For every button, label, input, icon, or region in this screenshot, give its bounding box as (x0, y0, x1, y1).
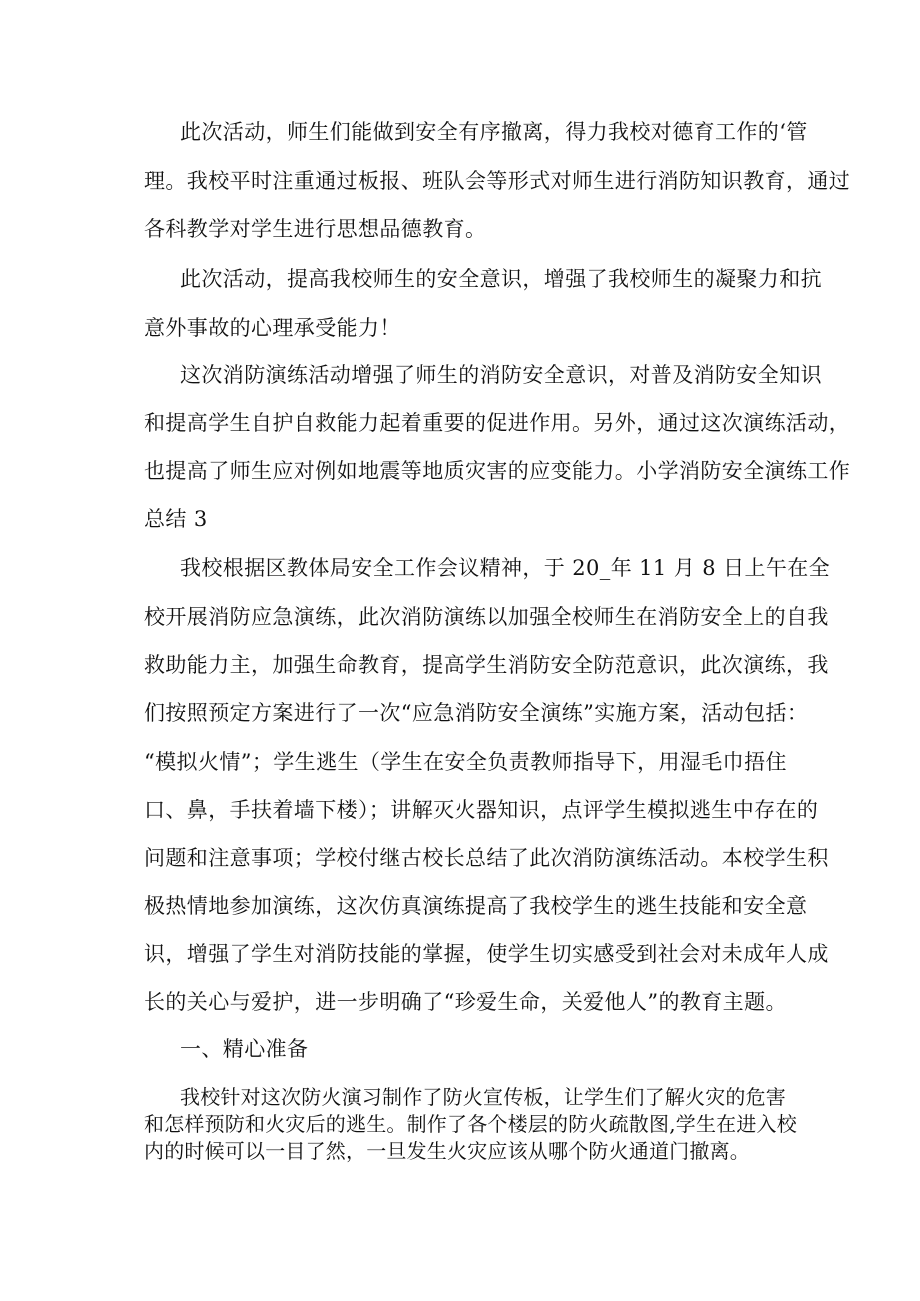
text-line: 我校根据区教体局安全工作会议精神，于 20_年 11 月 8 日上午在全 (180, 556, 831, 580)
text-line: 这次消防演练活动增强了师生的消防安全意识，对普及消防安全知识 (180, 363, 822, 387)
text-line: “模拟火情”；学生逃生（学生在安全负责教师指导下，用湿毛巾捂住 (144, 750, 787, 774)
text-line: 救助能力主，加强生命教育，提高学生消防安全防范意识，此次演练，我 (144, 653, 829, 677)
text-line: 此次活动，提高我校师生的安全意识，增强了我校师生的凝聚力和抗 (180, 267, 822, 291)
text-line: 我校针对这次防火演习制作了防火宣传板，让学生们了解火灾的危害 (180, 1085, 786, 1109)
text-line: 校开展消防应急演练，此次消防演练以加强全校师生在消防安全上的自我 (144, 605, 829, 629)
text-line: 内的时候可以一目了然，一旦发生火灾应该从哪个防火通道门撤离。 (144, 1139, 750, 1163)
text-line: 长的关心与爱护，进一步明确了“珍爱生命，关爱他人”的教育主题。 (144, 990, 787, 1014)
text-line: 理。我校平时注重通过板报、班队会等形式对师生进行消防知识教育，通过 (144, 169, 851, 193)
text-line: 和提高学生自护自救能力起着重要的促进作用。另外，通过这次演练活动， (144, 411, 851, 435)
text-line: 也提高了师生应对例如地震等地质灾害的应变能力。小学消防安全演练工作 (144, 459, 851, 483)
text-line: 问题和注意事项；学校付继古校长总结了此次消防演练活动。本校学生积 (144, 846, 829, 870)
text-line: 们按照预定方案进行了一次“应急消防安全演练”实施方案，活动包括： (144, 701, 809, 725)
section-heading: 一、精心准备 (180, 1037, 309, 1061)
text-line: 此次活动，师生们能做到安全有序撤离，得力我校对德育工作的‘管 (180, 120, 808, 144)
text-line: 意外事故的心理承受能力！ (144, 316, 401, 340)
text-line: 识，增强了学生对消防技能的掌握，使学生切实感受到社会对未成年人成 (144, 942, 829, 966)
text-line: 和怎样预防和火灾后的逃生。制作了各个楼层的防火疏散图,学生在进入校 (144, 1112, 797, 1136)
text-line: 总结 3 (144, 507, 208, 531)
text-line: 极热情地参加演练，这次仿真演练提高了我校学生的逃生技能和安全意 (144, 894, 808, 918)
text-line: 口、鼻，手扶着墙下楼）；讲解灭火器知识，点评学生模拟逃生中存在的 (144, 798, 819, 822)
text-line: 各科教学对学生进行思想品德教育。 (144, 217, 487, 241)
